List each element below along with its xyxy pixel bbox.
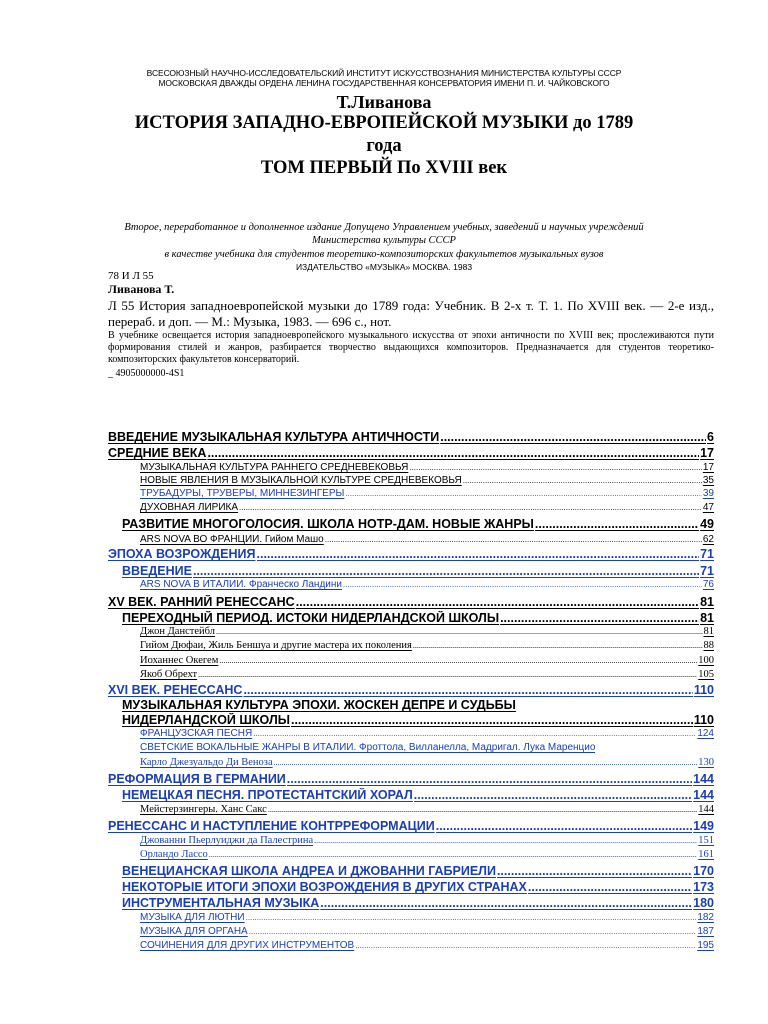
toc-entry[interactable] — [122, 698, 516, 712]
toc-leader-dots — [249, 927, 697, 936]
toc-entry-title[interactable]: ARS NOVA ВО ФРАНЦИИ. Гийом Машо — [140, 534, 324, 545]
toc-leader-dots — [219, 656, 697, 665]
toc-leader-dots — [193, 564, 699, 578]
toc-entry[interactable] — [140, 579, 714, 590]
toc-leader-dots — [314, 836, 697, 845]
toc-entry-page[interactable]: 195 — [697, 940, 714, 951]
toc-entry-title[interactable]: МУЗЫКА ДЛЯ ОРГАНА — [140, 926, 248, 937]
toc-entry-title[interactable]: ТРУБАДУРЫ, ТРУВЕРЫ, МИННЕЗИНГЕРЫ — [140, 488, 345, 499]
toc-entry-page[interactable]: 182 — [697, 912, 714, 923]
toc-entry[interactable] — [108, 595, 714, 609]
toc-entry-title[interactable]: ДУХОВНАЯ ЛИРИКА — [140, 502, 239, 513]
toc-entry-title[interactable]: ARS NOVA В ИТАЛИИ. Франческо Ландини — [140, 579, 342, 590]
toc-entry-page[interactable]: 100 — [698, 655, 714, 666]
toc-entry-title[interactable]: ВВЕДЕНИЕ — [122, 564, 192, 578]
toc-entry[interactable] — [122, 611, 714, 625]
toc-leader-dots — [414, 788, 692, 802]
toc-entry-title[interactable]: СОЧИНЕНИЯ ДЛЯ ДРУГИХ ИНСТРУМЕНТОВ — [140, 940, 355, 951]
toc-entry[interactable] — [140, 488, 714, 499]
toc-leader-dots — [239, 503, 702, 512]
toc-entry-page[interactable]: 39 — [702, 488, 714, 499]
toc-entry[interactable] — [108, 819, 714, 833]
toc-leader-dots — [355, 941, 696, 950]
toc-entry[interactable] — [122, 713, 714, 727]
toc-entry[interactable] — [140, 462, 714, 473]
bib-annotation: В учебнике освещается история западноевропейского музыкального искусства от эпохи античности по XVIII век; прослеживаются пути формирования стилей и жанров, разбирается творчество выдающихся композиторов. Предназначается для студентов теоретико-композиторских факультетов консерваторий. — [108, 330, 714, 365]
toc-leader-dots — [500, 611, 699, 625]
toc-entry[interactable] — [140, 940, 714, 951]
toc-entry-title[interactable]: Мейстерзингеры. Ханс Сакс — [140, 804, 267, 815]
toc-entry-page[interactable]: 173 — [693, 880, 714, 894]
toc-leader-dots — [274, 758, 698, 767]
toc-entry[interactable] — [108, 772, 714, 786]
toc-entry[interactable] — [108, 683, 714, 697]
toc-leader-dots — [535, 517, 699, 531]
toc-entry[interactable] — [140, 475, 714, 486]
toc-entry-page[interactable]: 180 — [693, 896, 714, 910]
toc-entry[interactable] — [140, 640, 714, 651]
toc-leader-dots — [246, 913, 697, 922]
toc-entry-page[interactable]: 161 — [698, 849, 714, 860]
edition-line-2: Министерства культуры СССР — [312, 235, 456, 246]
toc-leader-dots — [268, 805, 697, 814]
toc-entry-page[interactable]: 110 — [693, 683, 714, 697]
toc-entry-title[interactable]: Джон Данстейбл — [140, 626, 215, 637]
toc-entry[interactable] — [122, 564, 714, 578]
book-author: Т.Ливанова — [336, 92, 432, 112]
toc-leader-dots — [243, 683, 692, 697]
bib-entry: Л 55 История западноевропейской музыки до 1789 года: Учебник. В 2-х т. Т. 1. По XVIII век. — 2-е изд., перераб. и доп. — М.: Музыка, 1983. — 696 с., нот. — [108, 298, 714, 329]
toc-leader-dots — [207, 446, 699, 460]
bib-author: Ливанова Т. — [108, 282, 175, 296]
edition-line-1: Второе, переработанное и дополненное издание Допущено Управлением учебных, заведений и научных учреждений — [124, 222, 644, 233]
toc-entry-title[interactable]: Карло Джезуальдо Ди Веноза — [140, 757, 273, 768]
toc-entry-title[interactable]: РЕНЕССАНС И НАСТУПЛЕНИЕ КОНТРРЕФОРМАЦИИ — [108, 819, 435, 833]
toc-entry[interactable] — [122, 896, 714, 910]
toc-entry[interactable] — [122, 788, 714, 802]
toc-entry-title[interactable]: Орландо Лассо — [140, 849, 208, 860]
toc-leader-dots — [198, 670, 697, 679]
toc-entry-page[interactable]: 144 — [698, 804, 714, 815]
toc-leader-dots — [325, 535, 702, 544]
toc-entry[interactable] — [140, 728, 714, 739]
toc-entry[interactable] — [140, 757, 714, 768]
bib-index: _ 4905000000-4S1 — [108, 368, 185, 379]
toc-entry-title[interactable]: МУЗЫКАЛЬНАЯ КУЛЬТУРА РАННЕГО СРЕДНЕВЕКОВЬЯ — [140, 462, 409, 473]
toc-leader-dots — [320, 896, 692, 910]
toc-leader-dots — [528, 880, 692, 894]
toc-entry[interactable] — [140, 926, 714, 937]
toc-entry[interactable] — [140, 502, 714, 513]
toc-entry-title[interactable]: Якоб Обрехт — [140, 669, 198, 680]
toc-leader-dots — [413, 641, 703, 650]
toc-entry-page[interactable]: 71 — [700, 564, 714, 578]
toc-entry-title[interactable]: ФРАНЦУЗСКАЯ ПЕСНЯ — [140, 728, 253, 739]
toc-entry[interactable] — [122, 864, 714, 878]
toc-leader-dots — [345, 489, 702, 498]
toc-entry-page[interactable]: 81 — [703, 626, 714, 637]
toc-entry-title[interactable]: СВЕТСКИЕ ВОКАЛЬНЫЕ ЖАНРЫ В ИТАЛИИ. Фроттола, Вилланелла, Мадригал. Лука Маренцио — [140, 742, 596, 753]
toc-entry[interactable] — [140, 655, 714, 666]
toc-entry-page[interactable]: 110 — [693, 713, 714, 727]
toc-entry[interactable] — [140, 742, 595, 753]
toc-leader-dots — [440, 430, 706, 444]
toc-leader-dots — [216, 627, 703, 636]
toc-entry-page[interactable]: 144 — [693, 788, 714, 802]
toc-entry[interactable] — [140, 626, 714, 637]
toc-leader-dots — [343, 580, 702, 589]
toc-entry-title[interactable]: Гийом Дюфаи, Жиль Беншуа и другие мастера их поколения — [140, 640, 412, 651]
toc-entry-title[interactable]: ВЕНЕЦИАНСКАЯ ШКОЛА АНДРЕА И ДЖОВАННИ ГАБРИЕЛИ — [122, 864, 496, 878]
toc-entry-page[interactable]: 124 — [697, 728, 714, 739]
toc-leader-dots — [209, 850, 697, 859]
bib-code: 78 И Л 55 — [108, 270, 154, 282]
toc-entry-page[interactable]: 151 — [698, 835, 714, 846]
toc-entry-title[interactable]: НИДЕРЛАНДСКОЙ ШКОЛЫ — [122, 713, 290, 727]
book-title-line-1: ИСТОРИЯ ЗАПАДНО-ЕВРОПЕЙСКОЙ МУЗЫКИ до 1789 — [134, 113, 634, 133]
toc-entry[interactable] — [140, 849, 714, 860]
toc-entry-page[interactable]: 144 — [693, 772, 714, 786]
toc-entry-page[interactable]: 170 — [693, 864, 714, 878]
book-title — [0, 112, 768, 158]
toc-entry-page[interactable]: 130 — [698, 757, 714, 768]
toc-entry-title[interactable]: СРЕДНИЕ ВЕКА — [108, 446, 207, 460]
toc-entry-page[interactable]: 88 — [703, 640, 714, 651]
book-volume: ТОМ ПЕРВЫЙ По XVIII век — [260, 158, 508, 178]
toc-entry-title[interactable]: ПЕРЕХОДНЫЙ ПЕРИОД. ИСТОКИ НИДЕРЛАНДСКОЙ ШКОЛЫ — [122, 611, 500, 625]
toc-entry-page[interactable]: 71 — [700, 547, 714, 561]
toc-leader-dots — [287, 772, 692, 786]
book-title-line-2: года — [366, 136, 402, 156]
toc-entry-page[interactable]: 35 — [702, 475, 714, 486]
toc-entry-title[interactable]: XVI ВЕК. РЕНЕССАНС — [108, 683, 243, 697]
toc-entry-page[interactable]: 76 — [702, 579, 714, 590]
toc-entry-page[interactable]: 81 — [700, 595, 714, 609]
toc-entry[interactable] — [140, 534, 714, 545]
toc-leader-dots — [463, 476, 702, 485]
toc-entry-title[interactable]: НОВЫЕ ЯВЛЕНИЯ В МУЗЫКАЛЬНОЙ КУЛЬТУРЕ СРЕДНЕВЕКОВЬЯ — [140, 475, 462, 486]
toc-leader-dots — [296, 595, 699, 609]
toc-entry-page[interactable]: 17 — [700, 446, 714, 460]
toc-leader-dots — [291, 713, 693, 727]
toc-entry-title[interactable]: НЕМЕЦКАЯ ПЕСНЯ. ПРОТЕСТАНТСКИЙ ХОРАЛ — [122, 788, 413, 802]
toc-entry-page[interactable]: 47 — [702, 502, 714, 513]
toc-entry[interactable] — [140, 804, 714, 815]
toc-entry[interactable] — [108, 446, 714, 460]
institute-line-2: МОСКОВСКАЯ ДВАЖДЫ ОРДЕНА ЛЕНИНА ГОСУДАРСТВЕННАЯ КОНСЕРВАТОРИЯ ИМЕНИ П. И. ЧАЙКОВСКОГО — [158, 78, 610, 88]
toc-entry-page[interactable]: 6 — [707, 430, 714, 444]
toc-entry-title[interactable]: РАЗВИТИЕ МНОГОГОЛОСИЯ. ШКОЛА НОТР-ДАМ. НОВЫЕ ЖАНРЫ — [122, 517, 534, 531]
toc-entry-title[interactable]: ЭПОХА ВОЗРОЖДЕНИЯ — [108, 547, 256, 561]
toc-entry-page[interactable]: 62 — [702, 534, 714, 545]
toc-entry-page[interactable]: 17 — [702, 462, 714, 473]
toc-leader-dots — [409, 463, 702, 472]
toc-entry-page[interactable]: 105 — [698, 669, 714, 680]
toc-entry-title[interactable]: Джованни Пьерлуиджи да Палестрина — [140, 835, 314, 846]
toc-entry[interactable] — [140, 912, 714, 923]
toc-entry[interactable] — [122, 880, 714, 894]
institute-line-1: ВСЕСОЮЗНЫЙ НАУЧНО-ИССЛЕДОВАТЕЛЬСКИЙ ИНСТИТУТ ИСКУССТВОЗНАНИЯ МИНИСТЕРСТВА КУЛЬТУРЫ СССР — [146, 68, 622, 78]
toc-entry-title[interactable]: Иоханнес Окегем — [140, 655, 219, 666]
toc-entry-page[interactable]: 149 — [693, 819, 714, 833]
toc-entry-page[interactable]: 187 — [697, 926, 714, 937]
toc-entry[interactable] — [140, 835, 714, 846]
toc-leader-dots — [497, 864, 692, 878]
toc-entry-title[interactable]: ВВЕДЕНИЕ МУЗЫКАЛЬНАЯ КУЛЬТУРА АНТИЧНОСТИ — [108, 430, 440, 444]
toc-entry[interactable] — [122, 517, 714, 531]
toc-entry[interactable] — [140, 669, 714, 680]
toc-leader-dots — [436, 819, 692, 833]
toc-entry-title[interactable]: МУЗЫКАЛЬНАЯ КУЛЬТУРА ЭПОХИ. ЖОСКЕН ДЕПРЕ И СУДЬБЫ — [122, 698, 516, 712]
toc-entry-title[interactable]: XV ВЕК. РАННИЙ РЕНЕССАНС — [108, 595, 295, 609]
toc-entry-title[interactable]: НЕКОТОРЫЕ ИТОГИ ЭПОХИ ВОЗРОЖДЕНИЯ В ДРУГИХ СТРАНАХ — [122, 880, 527, 894]
toc-entry-title[interactable]: РЕФОРМАЦИЯ В ГЕРМАНИИ — [108, 772, 286, 786]
toc-entry[interactable] — [108, 430, 714, 444]
toc-leader-dots — [257, 547, 700, 561]
toc-entry-page[interactable]: 81 — [700, 611, 714, 625]
toc-leader-dots — [253, 729, 696, 738]
toc-entry-title[interactable]: ИНСТРУМЕНТАЛЬНАЯ МУЗЫКА — [122, 896, 320, 910]
edition-line-3: в качестве учебника для студентов теоретико-композиторских факультетов музыкальных вузов — [164, 249, 604, 260]
toc-entry-page[interactable]: 49 — [700, 517, 714, 531]
toc-entry[interactable] — [108, 547, 714, 561]
publisher-line: ИЗДАТЕЛЬСТВО «МУЗЫКА» МОСКВА. 1983 — [295, 262, 473, 272]
toc-entry-title[interactable]: МУЗЫКА ДЛЯ ЛЮТНИ — [140, 912, 245, 923]
